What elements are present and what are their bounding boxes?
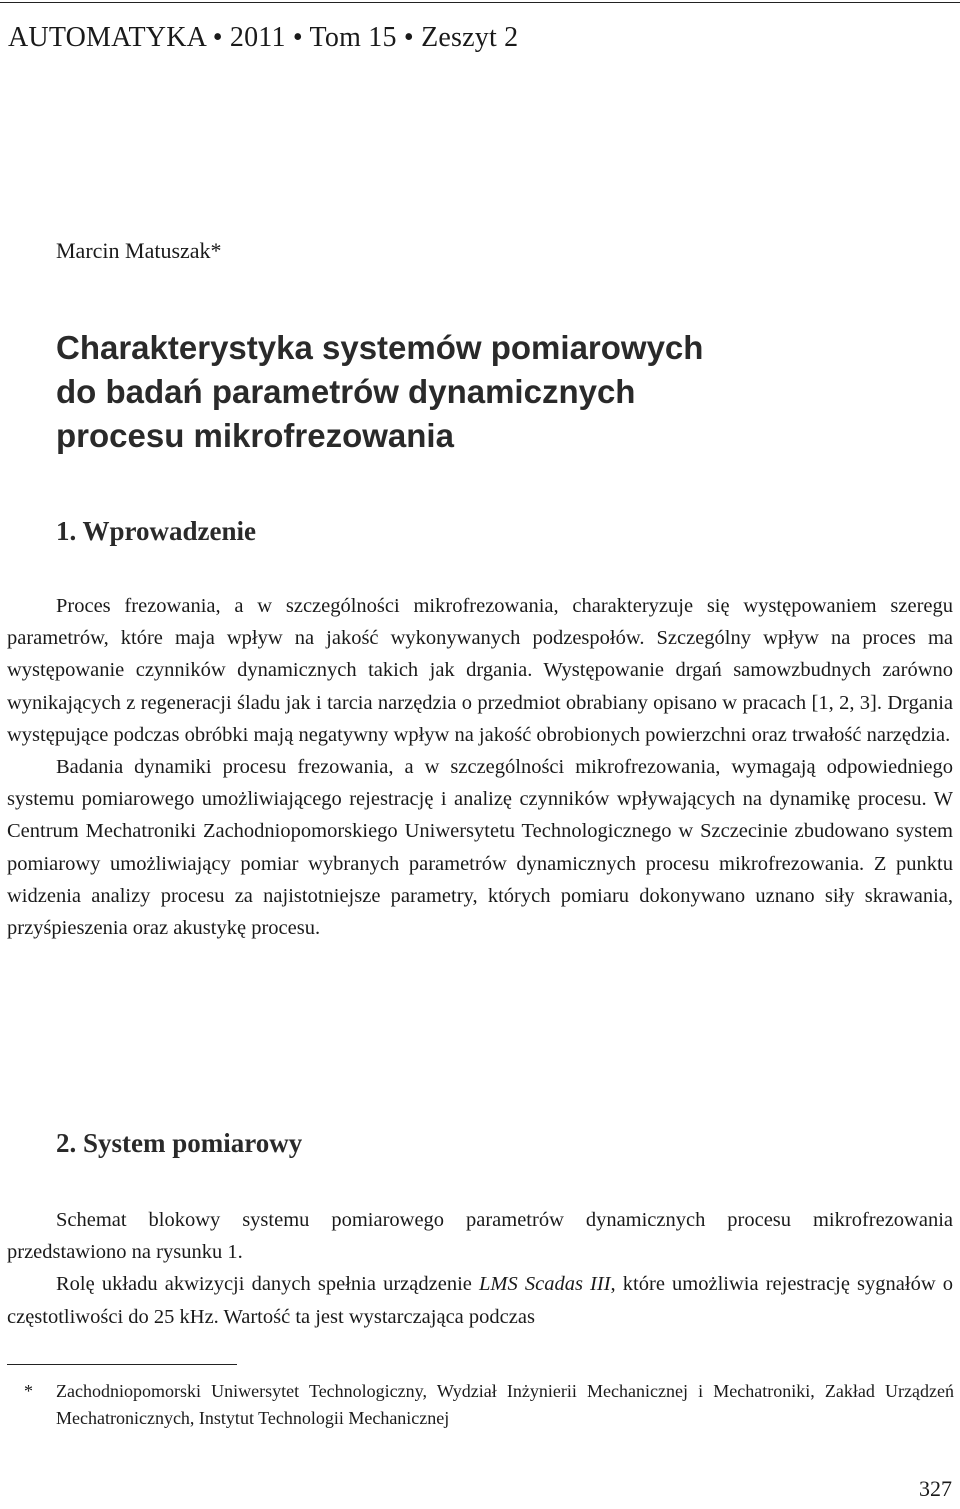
- footnote: [24, 1378, 954, 1432]
- author-name: Marcin Matuszak*: [56, 238, 222, 263]
- page-number: 327: [919, 1476, 952, 1501]
- footnote-text: Zachodniopomorski Uniwersytet Technologiczny, Wydział Inżynierii Mechanicznej i Mechatroniki, Zakład Urządzeń Mechatronicznych, Instytut Technologii Mechanicznej: [56, 1381, 954, 1428]
- article-title: [56, 326, 703, 458]
- footnote-mark: *: [24, 1381, 33, 1401]
- section-heading-introduction: 1. Wprowadzenie: [56, 516, 257, 546]
- paragraph-system-2-after: , które umożliwia rejestrację sygnałów o częstotliwości do 25 kHz. Wartość ta jest wystarczająca podczas: [7, 1273, 953, 1328]
- section-body-introduction: [7, 590, 953, 944]
- paragraph-system-2: [7, 1268, 953, 1332]
- header-rule: [0, 2, 960, 3]
- running-header: AUTOMATYKA • 2011 • Tom 15 • Zeszyt 2: [8, 22, 519, 53]
- paragraph-intro-1: Proces frezowania, a w szczególności mikrofrezowania, charakteryzuje się występowaniem szeregu parametrów, które maja wpływ na jakość wykonywanych podzespołów. Szczególny wpływ na proces ma występowanie czynników dynamicznych takich jak drgania. Występowanie drgań samowzbudnych zarówno wynikających z regeneracji śladu jak i tarcia narzędzia o przedmiot obrabiany opisano w pracach [1, 2, 3]. Drgania występujące podczas obróbki mają negatywny wpływ na jakość obrobionych powierzchni oraz trwałość narzędzia.: [7, 595, 953, 746]
- title-line-3: procesu mikrofrezowania: [56, 417, 454, 454]
- section-heading-measurement-system: 2. System pomiarowy: [56, 1128, 303, 1158]
- device-name: LMS Scadas III: [479, 1273, 611, 1296]
- footnote-rule: [7, 1364, 237, 1365]
- title-line-2: do badań parametrów dynamicznych: [56, 373, 636, 410]
- paragraph-intro-2: Badania dynamiki procesu frezowania, a w szczególności mikrofrezowania, wymagają odpowiedniego systemu pomiarowego umożliwiającego rejestrację i analizę czynników wpływających na dynamikę procesu. W Centrum Mechatroniki Zachodniopomorskiego Uniwersytetu Technologicznego w Szczecinie zbudowano system pomiarowy umożliwiający pomiar wybranych parametrów dynamicznych procesu mikrofrezowania. Z punktu widzenia analizy procesu za najistotniejsze parametry, których pomiaru dokonywano uznano siły skrawania, przyśpieszenia oraz akustykę procesu.: [7, 756, 953, 940]
- paragraph-system-1: Schemat blokowy systemu pomiarowego parametrów dynamicznych procesu mikrofrezowania przedstawiono na rysunku 1.: [7, 1209, 953, 1264]
- title-line-1: Charakterystyka systemów pomiarowych: [56, 329, 704, 366]
- paragraph-system-2-before: Rolę układu akwizycji danych spełnia urządzenie: [56, 1273, 479, 1296]
- section-body-measurement-system: [7, 1204, 953, 1333]
